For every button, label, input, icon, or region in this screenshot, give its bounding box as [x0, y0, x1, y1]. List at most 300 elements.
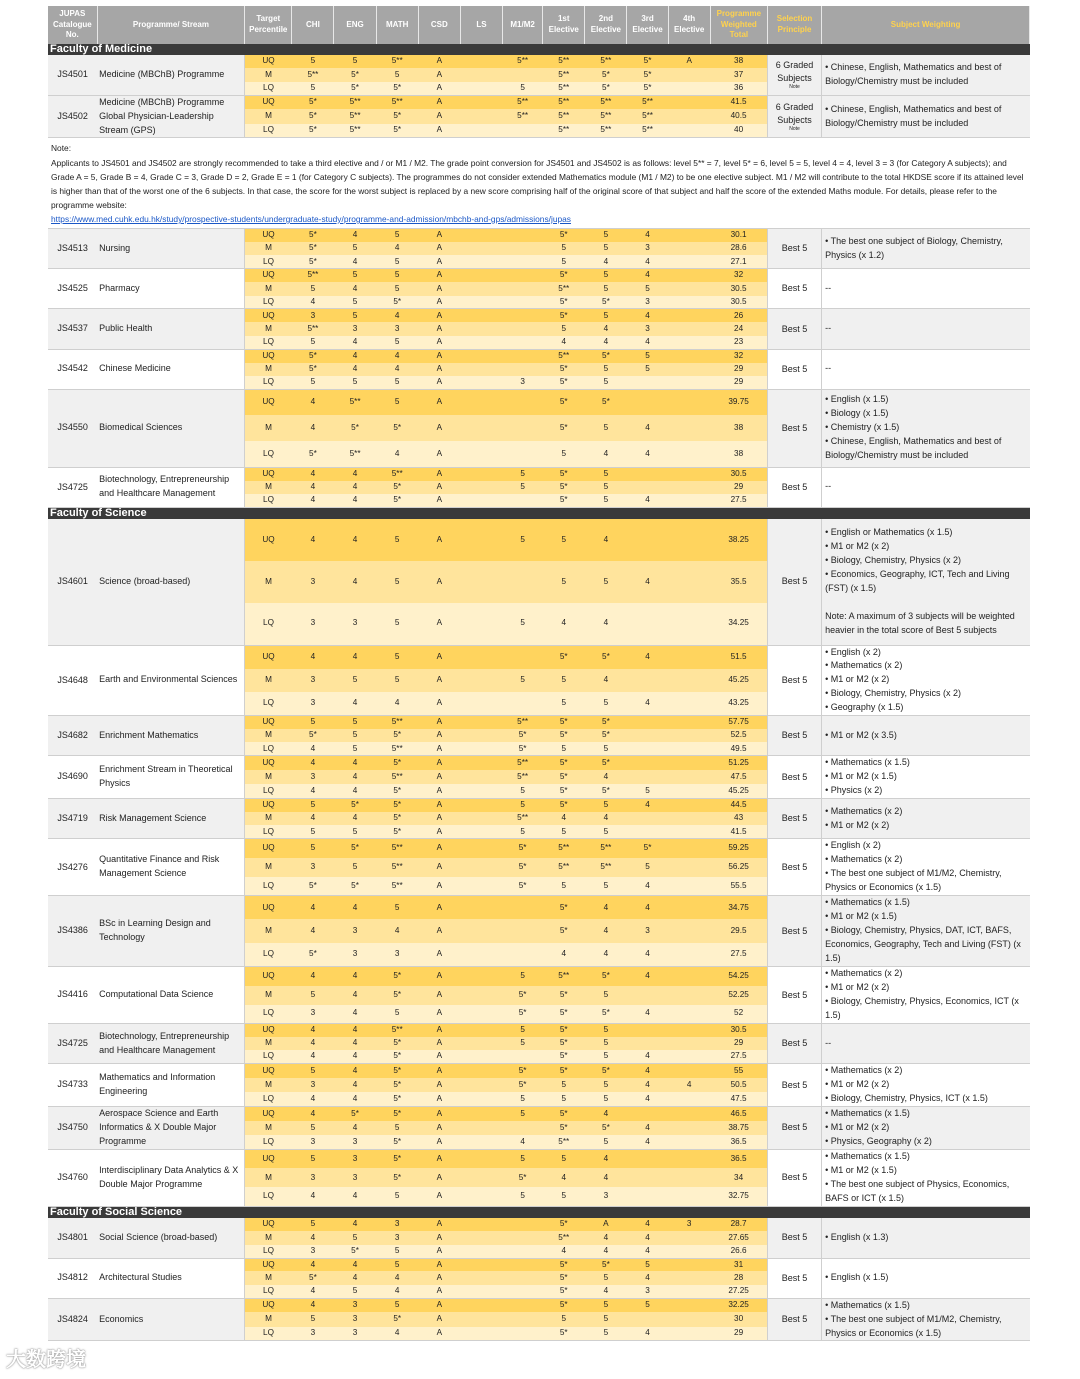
- programme-name: Social Science (broad-based): [97, 1218, 245, 1258]
- score-elective-3: 4: [627, 1327, 668, 1341]
- score-elective-1: 5*: [543, 770, 585, 784]
- target-percentile: LQ: [245, 1245, 292, 1258]
- score-m1m2: 5: [503, 1187, 543, 1206]
- score-elective-4: [668, 561, 710, 603]
- catalogue-no: JS4648: [48, 645, 97, 716]
- table-row: [48, 896, 1030, 920]
- score-ls: [460, 242, 502, 255]
- subject-weighting: [822, 1258, 1030, 1298]
- col-1st-elective: 1st Elective: [543, 6, 585, 44]
- score-elective-2: 4: [585, 322, 627, 335]
- score-csd: A: [418, 95, 460, 109]
- score-weighted-total: 31: [710, 1258, 767, 1271]
- score-elective-4: [668, 716, 710, 729]
- score-csd: A: [418, 1050, 460, 1063]
- weighting-text: Note: A maximum of 3 subjects will be weighted heavier in the total score of Best 5 subjects: [825, 610, 1015, 635]
- score-elective-3: 4: [627, 692, 668, 716]
- score-math: 5: [376, 1187, 418, 1206]
- weighting-text: Mathematics (x 2): [830, 805, 903, 816]
- score-eng: 5*: [334, 839, 376, 858]
- score-elective-3: 4: [627, 561, 668, 603]
- score-csd: A: [418, 729, 460, 742]
- score-elective-2: 5: [585, 825, 627, 838]
- score-elective-1: 5**: [543, 967, 585, 986]
- bullet-icon: •: [825, 1313, 831, 1324]
- score-chi: 3: [292, 770, 334, 784]
- weighting-item: [825, 967, 1029, 981]
- score-elective-3: [627, 603, 668, 645]
- score-chi: 4: [292, 296, 334, 309]
- score-math: 5*: [376, 1092, 418, 1106]
- score-chi: 4: [292, 389, 334, 415]
- score-csd: A: [418, 229, 460, 242]
- score-m1m2: [503, 282, 543, 295]
- faculty-title: Faculty of Science: [48, 508, 1030, 520]
- score-elective-3: 4: [627, 269, 668, 282]
- score-math: 5: [376, 68, 418, 81]
- selection-text: Best 5: [781, 323, 808, 334]
- score-ls: [460, 282, 502, 295]
- target-percentile: M: [245, 1078, 292, 1092]
- score-elective-1: 4: [543, 336, 585, 349]
- score-elective-4: [668, 481, 710, 494]
- score-math: 4: [376, 1327, 418, 1341]
- score-csd: A: [418, 1187, 460, 1206]
- score-csd: A: [418, 255, 460, 268]
- score-chi: 5**: [292, 322, 334, 335]
- score-elective-1: 5*: [543, 784, 585, 798]
- score-m1m2: [503, 322, 543, 335]
- score-csd: A: [418, 1271, 460, 1284]
- score-math: 5: [376, 1121, 418, 1135]
- target-percentile: LQ: [245, 1092, 292, 1106]
- catalogue-no: JS4725: [48, 467, 97, 507]
- score-elective-4: [668, 296, 710, 309]
- score-elective-2: 5*: [585, 296, 627, 309]
- target-percentile: UQ: [245, 309, 292, 322]
- score-weighted-total: 28.6: [710, 242, 767, 255]
- score-m1m2: [503, 1218, 543, 1231]
- selection-text: 6 Graded Subjects: [775, 102, 814, 126]
- score-elective-1: 5: [543, 322, 585, 335]
- score-math: 5: [376, 669, 418, 693]
- selection-note: Note: [789, 126, 800, 133]
- weighting-item: [825, 421, 1029, 435]
- score-csd: A: [418, 770, 460, 784]
- score-elective-1: 5*: [543, 389, 585, 415]
- score-elective-2: 5*: [585, 784, 627, 798]
- score-chi: 5: [292, 1312, 334, 1326]
- score-elective-4: [668, 82, 710, 95]
- score-m1m2: [503, 1258, 543, 1271]
- score-math: 5*: [376, 109, 418, 123]
- score-elective-4: [668, 812, 710, 825]
- score-csd: A: [418, 1037, 460, 1050]
- score-elective-2: 5: [585, 481, 627, 494]
- score-eng: 5: [334, 269, 376, 282]
- score-elective-3: 4: [627, 1121, 668, 1135]
- score-m1m2: 5: [503, 784, 543, 798]
- score-csd: A: [418, 986, 460, 1005]
- score-eng: 3: [334, 943, 376, 967]
- subject-weighting: [822, 756, 1030, 799]
- note-line: Applicants to JS4501 and JS4502 are strongly recommended to take a third elective and / or M1 / M2. The grade point conversion for JS4501 and JS4502 is as follows: level 5** = 7, level 5* = 6, level 5 = 5, level 4 = 4, level 3 = 3 (for Category A subjects); and Grade A = 5, Grade B = 4, Grade C = 3, Grade D = 2, Grade E = 1 (for Category C subjects). The programmes do not consider extended Mathematics module (M1 / M2) to be one elective subject. M1 / M2 will contribute to the total HKDSE score if its attained level is higher than that of the worst one of the 6 subjects. In that case, the score for the worst subject is replaced by a new score comprising half of the original score of that subject and half the score of the extended Maths module. For details, please refer to the programme website:: [51, 157, 1024, 210]
- catalogue-no: JS4502: [48, 95, 97, 138]
- score-ls: [460, 1050, 502, 1063]
- score-csd: A: [418, 943, 460, 967]
- weighting-item: [825, 805, 1029, 819]
- bullet-icon: •: [825, 1164, 831, 1175]
- score-m1m2: [503, 1050, 543, 1063]
- score-elective-1: 5**: [543, 858, 585, 877]
- target-percentile: LQ: [245, 336, 292, 349]
- target-percentile: M: [245, 1037, 292, 1050]
- bullet-icon: •: [825, 527, 831, 537]
- weighting-item: [825, 1150, 1029, 1164]
- selection-principle: [767, 896, 821, 967]
- score-elective-1: 5*: [543, 645, 585, 669]
- selection-note: Note: [789, 84, 800, 91]
- score-chi: 4: [292, 1187, 334, 1206]
- score-elective-4: [668, 336, 710, 349]
- weighting-item: [825, 1092, 1029, 1106]
- score-ls: [460, 839, 502, 858]
- score-elective-4: [668, 799, 710, 812]
- score-csd: A: [418, 269, 460, 282]
- score-csd: A: [418, 784, 460, 798]
- subject-weighting: [822, 1024, 1030, 1064]
- target-percentile: M: [245, 858, 292, 877]
- score-elective-4: [668, 919, 710, 943]
- score-elective-2: 5**: [585, 858, 627, 877]
- weighting-item: [825, 1121, 1029, 1135]
- score-m1m2: [503, 229, 543, 242]
- score-chi: 4: [292, 756, 334, 770]
- score-m1m2: [503, 296, 543, 309]
- score-m1m2: 5*: [503, 1168, 543, 1187]
- score-m1m2: 5**: [503, 756, 543, 770]
- score-weighted-total: 30: [710, 1312, 767, 1326]
- score-elective-3: [627, 1168, 668, 1187]
- score-eng: 5*: [334, 799, 376, 812]
- table-row: [48, 55, 1030, 68]
- score-chi: 5*: [292, 729, 334, 742]
- bullet-icon: •: [825, 702, 831, 713]
- score-csd: A: [418, 349, 460, 362]
- score-m1m2: [503, 309, 543, 322]
- score-elective-3: 3: [627, 322, 668, 335]
- col-selection-principle: Selection Principle: [767, 6, 821, 44]
- score-elective-3: 4: [627, 441, 668, 467]
- weighting-item: [825, 981, 1029, 995]
- score-eng: 5: [334, 1285, 376, 1298]
- score-eng: 5*: [334, 1107, 376, 1121]
- weighting-text: M1 or M2 (x 2): [830, 1079, 890, 1090]
- selection-principle: [767, 756, 821, 799]
- score-chi: 5: [292, 1121, 334, 1135]
- selection-principle: [767, 839, 821, 896]
- programme-website-link[interactable]: https://www.med.cuhk.edu.hk/study/prospective-students/undergraduate-study/programme-and-admission/mbchb-and-gps/admissions/jupas: [51, 214, 571, 225]
- weighting-item: [825, 995, 1029, 1023]
- score-weighted-total: 23: [710, 336, 767, 349]
- score-ls: [460, 742, 502, 755]
- score-csd: A: [418, 1231, 460, 1244]
- bullet-icon: •: [825, 235, 831, 246]
- score-math: 5*: [376, 986, 418, 1005]
- score-m1m2: 5*: [503, 1064, 543, 1078]
- score-elective-4: [668, 467, 710, 480]
- score-weighted-total: 52: [710, 1005, 767, 1024]
- score-csd: A: [418, 336, 460, 349]
- score-m1m2: [503, 242, 543, 255]
- score-ls: [460, 441, 502, 467]
- score-elective-3: [627, 716, 668, 729]
- score-elective-2: 5: [585, 877, 627, 896]
- score-weighted-total: 44.5: [710, 799, 767, 812]
- score-elective-4: [668, 877, 710, 896]
- score-eng: 3: [334, 1135, 376, 1149]
- bullet-icon: •: [825, 819, 831, 830]
- score-chi: 5: [292, 1218, 334, 1231]
- target-percentile: M: [245, 322, 292, 335]
- score-elective-4: [668, 1298, 710, 1312]
- programme-name: Public Health: [97, 309, 245, 349]
- score-elective-4: [668, 349, 710, 362]
- score-math: 5*: [376, 296, 418, 309]
- score-elective-1: 5*: [543, 1327, 585, 1341]
- table-row: [48, 269, 1030, 282]
- weighting-item: [825, 362, 1029, 376]
- score-ls: [460, 812, 502, 825]
- score-elective-4: [668, 95, 710, 109]
- weighting-text: --: [825, 282, 832, 293]
- score-chi: 5*: [292, 877, 334, 896]
- score-elective-4: A: [668, 55, 710, 68]
- score-chi: 3: [292, 1078, 334, 1092]
- score-ls: [460, 1135, 502, 1149]
- score-elective-4: [668, 519, 710, 561]
- score-csd: A: [418, 1298, 460, 1312]
- score-eng: 5**: [334, 441, 376, 467]
- score-weighted-total: 27.1: [710, 255, 767, 268]
- score-elective-3: 5: [627, 784, 668, 798]
- score-math: 5: [376, 255, 418, 268]
- weighting-text: Economics, Geography, ICT, Tech and Living (FST) (x 1.5): [825, 568, 1010, 593]
- weighting-text: English (x 2): [830, 840, 881, 851]
- score-elective-1: 5**: [543, 839, 585, 858]
- score-eng: 4: [334, 363, 376, 376]
- score-elective-3: 4: [627, 1245, 668, 1258]
- bullet-icon: •: [825, 1178, 831, 1189]
- note-line: Note:: [51, 143, 72, 154]
- score-elective-4: [668, 1245, 710, 1258]
- score-elective-1: 5*: [543, 756, 585, 770]
- target-percentile: LQ: [245, 255, 292, 268]
- score-chi: 5: [292, 1149, 334, 1168]
- score-elective-1: 5*: [543, 729, 585, 742]
- score-elective-3: [627, 1312, 668, 1326]
- score-m1m2: 5**: [503, 716, 543, 729]
- score-ls: [460, 1187, 502, 1206]
- selection-text: Best 5: [781, 1314, 808, 1325]
- score-eng: 3: [334, 1168, 376, 1187]
- score-elective-2: 5: [585, 363, 627, 376]
- score-math: 5*: [376, 415, 418, 441]
- score-eng: 4: [334, 812, 376, 825]
- catalogue-no: JS4542: [48, 349, 97, 389]
- score-m1m2: 5*: [503, 742, 543, 755]
- score-elective-3: [627, 1187, 668, 1206]
- score-csd: A: [418, 603, 460, 645]
- score-m1m2: [503, 415, 543, 441]
- score-eng: 4: [334, 967, 376, 986]
- score-math: 5**: [376, 95, 418, 109]
- score-weighted-total: 32: [710, 269, 767, 282]
- weighting-text: Mathematics (x 2): [830, 1065, 903, 1076]
- weighting-item: [825, 568, 1029, 596]
- score-m1m2: [503, 68, 543, 81]
- score-elective-4: [668, 1107, 710, 1121]
- selection-principle: [767, 645, 821, 716]
- score-elective-1: 5: [543, 255, 585, 268]
- target-percentile: LQ: [245, 877, 292, 896]
- score-elective-4: [668, 1135, 710, 1149]
- score-ls: [460, 1168, 502, 1187]
- catalogue-no: JS4750: [48, 1107, 97, 1150]
- target-percentile: LQ: [245, 825, 292, 838]
- score-weighted-total: 29.5: [710, 919, 767, 943]
- weighting-item: [825, 729, 1029, 743]
- target-percentile: UQ: [245, 389, 292, 415]
- score-weighted-total: 47.5: [710, 770, 767, 784]
- score-ls: [460, 669, 502, 693]
- score-math: 5*: [376, 1078, 418, 1092]
- score-math: 5**: [376, 770, 418, 784]
- score-chi: 3: [292, 1005, 334, 1024]
- score-eng: 5*: [334, 877, 376, 896]
- score-eng: 3: [334, 322, 376, 335]
- score-weighted-total: 26.6: [710, 1245, 767, 1258]
- weighting-text: Physics, Geography (x 2): [830, 1135, 932, 1146]
- bullet-icon: •: [825, 840, 831, 851]
- score-weighted-total: 29: [710, 1327, 767, 1341]
- score-elective-2: 5: [585, 1271, 627, 1284]
- score-weighted-total: 38: [710, 415, 767, 441]
- bullet-icon: •: [825, 868, 831, 879]
- bullet-icon: •: [825, 1135, 831, 1146]
- score-csd: A: [418, 322, 460, 335]
- score-m1m2: 5: [503, 1092, 543, 1106]
- target-percentile: UQ: [245, 896, 292, 920]
- score-eng: 4: [334, 519, 376, 561]
- score-elective-2: 5: [585, 309, 627, 322]
- score-ls: [460, 1037, 502, 1050]
- score-elective-1: 5*: [543, 296, 585, 309]
- score-ls: [460, 415, 502, 441]
- score-chi: 5*: [292, 441, 334, 467]
- score-ls: [460, 82, 502, 95]
- score-csd: A: [418, 376, 460, 389]
- target-percentile: M: [245, 919, 292, 943]
- table-row: [48, 839, 1030, 858]
- selection-text: Best 5: [781, 481, 808, 492]
- score-elective-3: 4: [627, 255, 668, 268]
- score-elective-4: [668, 441, 710, 467]
- score-chi: 5: [292, 799, 334, 812]
- score-elective-2: 3: [585, 1187, 627, 1206]
- score-weighted-total: 41.5: [710, 95, 767, 109]
- header-row: [48, 6, 1030, 44]
- score-ls: [460, 109, 502, 123]
- target-percentile: M: [245, 561, 292, 603]
- weighting-item: [825, 526, 1029, 540]
- score-csd: A: [418, 716, 460, 729]
- faculty-header: [48, 1206, 1030, 1218]
- score-ls: [460, 494, 502, 507]
- selection-principle: [767, 95, 821, 138]
- score-math: 5: [376, 229, 418, 242]
- score-elective-3: [627, 986, 668, 1005]
- weighting-text: Mathematics (x 2): [830, 854, 903, 865]
- target-percentile: LQ: [245, 494, 292, 507]
- programme-name: Nursing: [97, 229, 245, 269]
- subject-weighting: [822, 1218, 1030, 1258]
- score-chi: 4: [292, 1231, 334, 1244]
- bullet-icon: •: [825, 540, 831, 551]
- programme-name: Medicine (MBChB) Programme Global Physician-Leadership Stream (GPS): [97, 95, 245, 138]
- col-math: MATH: [376, 6, 418, 44]
- table-row: [48, 799, 1030, 812]
- score-elective-1: 5*: [543, 1285, 585, 1298]
- score-elective-1: 5*: [543, 919, 585, 943]
- score-ls: [460, 95, 502, 109]
- score-eng: 4: [334, 896, 376, 920]
- score-elective-2: 5: [585, 1135, 627, 1149]
- score-weighted-total: 30.5: [710, 296, 767, 309]
- score-elective-2: 5*: [585, 756, 627, 770]
- score-m1m2: [503, 1298, 543, 1312]
- score-math: 4: [376, 349, 418, 362]
- weighting-text: The best one subject of Biology, Chemistry, Physics (x 1.2): [825, 235, 1003, 260]
- score-math: 5*: [376, 1135, 418, 1149]
- score-math: 5**: [376, 877, 418, 896]
- score-elective-4: [668, 943, 710, 967]
- score-m1m2: 4: [503, 1135, 543, 1149]
- score-elective-2: 5*: [585, 729, 627, 742]
- weighting-text: The best one subject of M1/M2, Chemistry, Physics or Economics (x 1.5): [825, 1313, 1002, 1338]
- table-row: [48, 519, 1030, 561]
- score-csd: A: [418, 692, 460, 716]
- score-m1m2: 5*: [503, 839, 543, 858]
- score-elective-2: 5: [585, 561, 627, 603]
- programme-note: [48, 138, 1030, 229]
- weighting-item: [825, 480, 1029, 494]
- score-eng: 5: [334, 742, 376, 755]
- score-weighted-total: 40: [710, 124, 767, 138]
- weighting-text: Mathematics (x 1.5): [830, 1150, 910, 1161]
- subject-weighting: [822, 55, 1030, 95]
- score-elective-4: [668, 494, 710, 507]
- score-ls: [460, 967, 502, 986]
- score-eng: 5: [334, 1231, 376, 1244]
- weighting-item: [825, 839, 1029, 853]
- score-ls: [460, 1285, 502, 1298]
- table-row: [48, 1149, 1030, 1168]
- score-elective-3: [627, 1024, 668, 1037]
- score-elective-1: 5: [543, 1312, 585, 1326]
- score-weighted-total: 26: [710, 309, 767, 322]
- weighting-text: M1 or M2 (x 2): [830, 1121, 890, 1132]
